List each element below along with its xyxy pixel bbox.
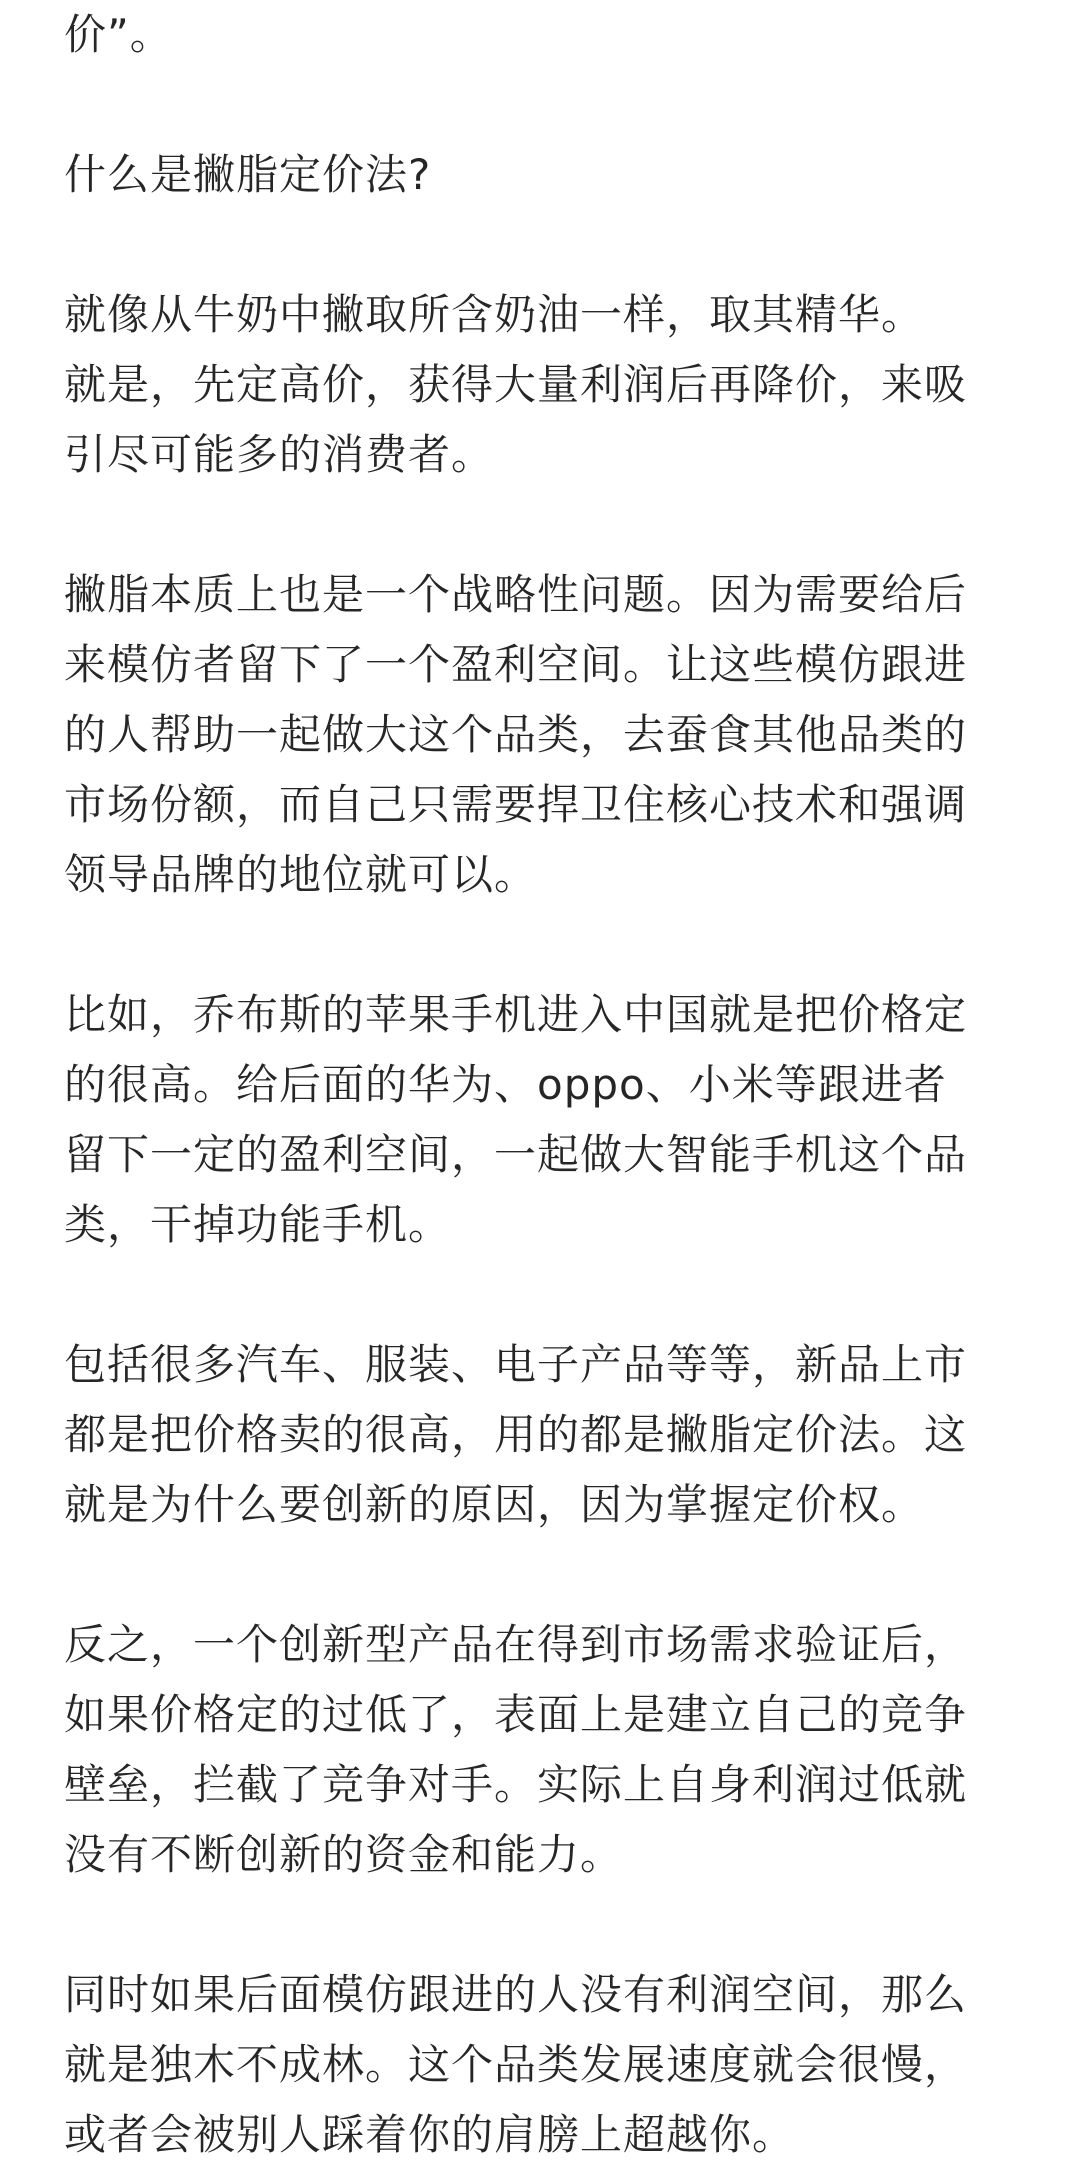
text-line: 就是为什么要创新的原因，因为掌握定价权。 bbox=[64, 1480, 925, 1529]
text-line: 没有不断创新的资金和能力。 bbox=[64, 1830, 624, 1879]
text-line: 领导品牌的地位就可以。 bbox=[64, 850, 538, 899]
text-line: 留下一定的盈利空间，一起做大智能手机这个品 bbox=[64, 1130, 968, 1179]
text-line: 引尽可能多的消费者。 bbox=[64, 430, 495, 479]
text-line: 就是，先定高价，获得大量利润后再降价，来吸 bbox=[64, 360, 968, 409]
text-line: 或者会被别人踩着你的肩膀上超越你。 bbox=[64, 2110, 796, 2159]
text-line: 壁垒，拦截了竞争对手。实际上自身利润过低就 bbox=[64, 1760, 968, 1809]
text-line: 的很高。给后面的华为、oppo、小米等跟进者 bbox=[64, 1060, 947, 1109]
text-line: 的人帮助一起做大这个品类，去蚕食其他品类的 bbox=[64, 710, 968, 759]
article-body bbox=[64, 0, 1024, 2175]
text-line: 撇脂本质上也是一个战略性问题。因为需要给后 bbox=[64, 570, 968, 619]
text-line: 包括很多汽车、服装、电子产品等等，新品上市 bbox=[64, 1340, 968, 1389]
paragraph-gap bbox=[64, 1260, 1024, 1330]
text-line: 就是独木不成林。这个品类发展速度就会很慢， bbox=[64, 2040, 968, 2089]
paragraph-gap bbox=[64, 70, 1024, 140]
text-line: 同时如果后面模仿跟进的人没有利润空间，那么 bbox=[64, 1970, 968, 2019]
text-line: 都是把价格卖的很高，用的都是撇脂定价法。这 bbox=[64, 1410, 968, 1459]
text-line: 来模仿者留下了一个盈利空间。让这些模仿跟进 bbox=[64, 640, 968, 689]
text-line: 就像从牛奶中撇取所含奶油一样，取其精华。 bbox=[64, 290, 925, 339]
paragraph-gap bbox=[64, 910, 1024, 980]
text-line: 如果价格定的过低了，表面上是建立自己的竞争 bbox=[64, 1690, 968, 1739]
text-line: 价”。 bbox=[64, 10, 173, 59]
paragraph-gap bbox=[64, 1890, 1024, 1960]
paragraph-gap bbox=[64, 1540, 1024, 1610]
paragraph-gap bbox=[64, 210, 1024, 280]
text-line: 市场份额，而自己只需要捍卫住核心技术和强调 bbox=[64, 780, 968, 829]
text-line: 反之，一个创新型产品在得到市场需求验证后， bbox=[64, 1620, 968, 1669]
section-question: 什么是撇脂定价法? bbox=[64, 150, 432, 199]
paragraph-gap bbox=[64, 490, 1024, 560]
text-line: 比如，乔布斯的苹果手机进入中国就是把价格定 bbox=[64, 990, 968, 1039]
text-line: 类，干掉功能手机。 bbox=[64, 1200, 452, 1249]
